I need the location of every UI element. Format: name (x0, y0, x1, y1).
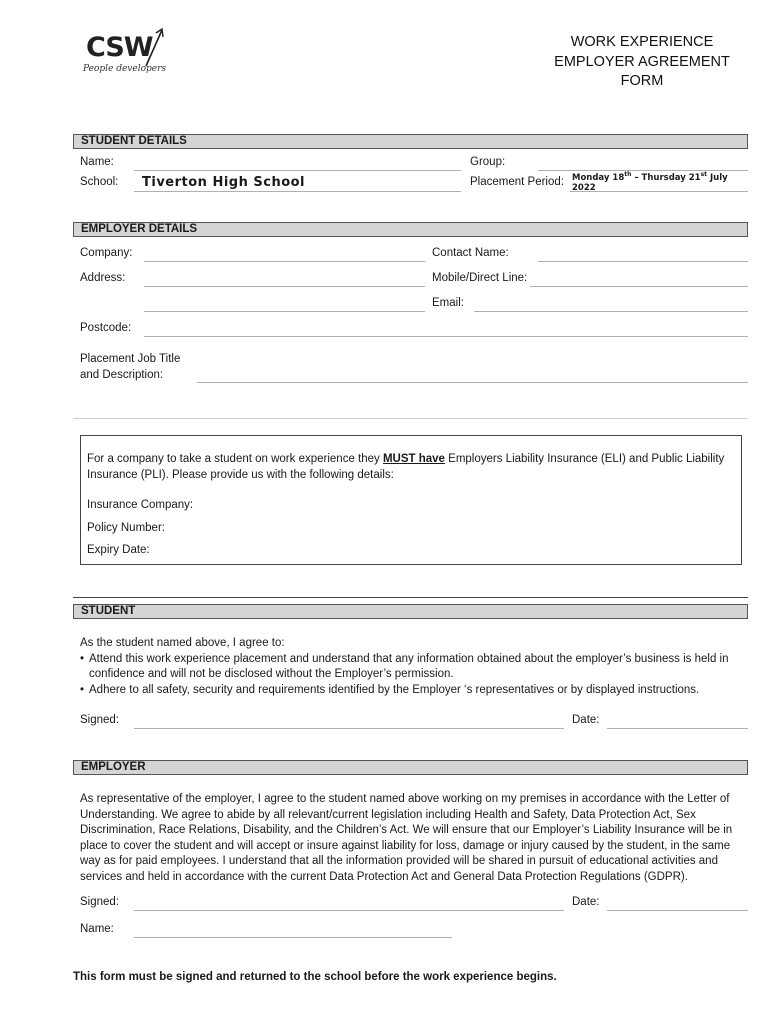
contact-name-field[interactable] (538, 261, 748, 262)
company-label: Company: (80, 247, 133, 259)
postcode-label: Postcode: (80, 322, 132, 334)
mobile-field[interactable] (530, 286, 748, 287)
placement-period-value[interactable] (572, 170, 747, 193)
bullet-icon: • (80, 653, 85, 665)
period-year: 2022 (572, 182, 596, 193)
postcode-field[interactable] (144, 336, 748, 337)
school-label: School: (80, 176, 119, 188)
insurance-intro-line-2: Insurance (PLI). Please provide us with the following details: (87, 468, 394, 481)
footer-note: This form must be signed and returned to the school before the work experience begins. (73, 971, 557, 983)
company-field[interactable] (144, 261, 425, 262)
employer-text-line: way as for paid employees. I understand that all the information provided will be shared in pursuit of educational activities and (80, 855, 718, 867)
mobile-label: Mobile/Direct Line: (432, 272, 528, 284)
title-line-1: WORK EXPERIENCE (570, 34, 714, 50)
insurance-company-label[interactable]: Insurance Company: (87, 499, 194, 511)
insurance-intro-text-after: Employers Liability Insurance (ELI) and Public Liability (444, 453, 725, 465)
student-intro: As the student named above, I agree to: (80, 637, 285, 649)
group-label: Group: (470, 156, 506, 168)
employer-heading: EMPLOYER (73, 760, 748, 775)
period-end-suffix: st (700, 171, 708, 178)
period-start-suffix: th (624, 171, 632, 178)
student-date-field[interactable] (607, 728, 748, 729)
employer-signed-label: Signed: (80, 896, 120, 908)
employer-text-line: Understanding. We agree to abide by all relevant/current legislation including Health and Safety, Data Protection Act, Sex (80, 808, 696, 821)
student-details-heading: STUDENT DETAILS (73, 134, 748, 149)
employer-agreement-text (80, 792, 748, 885)
student-heading: STUDENT (73, 604, 748, 619)
student-date-label: Date: (572, 714, 600, 726)
insurance-intro-text: For a company to take a student on work experience they (87, 453, 383, 465)
employer-name-label: Name: (80, 923, 114, 935)
email-field[interactable] (474, 311, 748, 312)
bullet-icon: • (80, 684, 85, 696)
divider (73, 418, 748, 419)
employer-text-line: place to cover the student and will accept or insure against liability for loss, damage or injury caused by the student, in the same (80, 839, 731, 852)
name-field[interactable] (134, 170, 461, 171)
student-bullet-1 (80, 652, 745, 682)
address-field-2[interactable] (144, 311, 425, 312)
insurance-emphasis: MUST have (382, 453, 445, 465)
employer-signature-field[interactable] (134, 910, 564, 911)
employer-date-field[interactable] (607, 910, 748, 911)
insurance-intro (87, 452, 737, 483)
student-bullet-2 (80, 683, 745, 698)
student-signature-field[interactable] (134, 728, 564, 729)
logo-brand: CSW (86, 32, 153, 63)
address-field-1[interactable] (144, 286, 425, 287)
policy-number-label[interactable]: Policy Number: (87, 522, 165, 534)
name-label: Name: (80, 156, 114, 168)
period-end-day: – Thursday 21 (631, 172, 701, 183)
job-title-label-1: Placement Job Title (80, 353, 181, 365)
employer-details-heading: EMPLOYER DETAILS (73, 222, 748, 237)
divider (73, 597, 748, 598)
student-signed-label: Signed: (80, 714, 120, 726)
bullet-1-line-1: Attend this work experience placement and understand that any information obtained about the employer’s business is held in (89, 653, 729, 665)
bullet-1-line-2: confidence and will not be disclosed without the Employer’s permission. (89, 668, 454, 680)
school-field[interactable] (134, 191, 461, 192)
form-title (542, 33, 742, 92)
bullet-2-text: Adhere to all safety, security and requirements identified by the Employer ‘s representatives or by displayed instructions. (89, 684, 700, 696)
insurance-box (80, 435, 742, 565)
employer-text-line: As representative of the employer, I agree to the student named above working on my premises in accordance with the Letter of (80, 793, 730, 805)
expiry-date-label[interactable]: Expiry Date: (87, 544, 150, 556)
period-month: July (707, 172, 728, 183)
period-start-day: Monday 18 (572, 172, 625, 183)
logo-tagline: People developers (83, 64, 167, 74)
employer-name-field[interactable] (134, 937, 452, 938)
employer-date-label: Date: (572, 896, 600, 908)
contact-name-label: Contact Name: (432, 247, 509, 259)
title-line-3: FORM (620, 73, 664, 89)
csw-logo (80, 24, 190, 94)
placement-period-field[interactable] (570, 191, 748, 192)
placement-period-label: Placement Period: (470, 176, 564, 188)
job-title-field[interactable] (197, 382, 748, 383)
school-value[interactable]: Tiverton High School (142, 175, 306, 190)
email-label: Email: (432, 297, 464, 309)
address-label: Address: (80, 272, 126, 284)
job-title-label-2: and Description: (80, 369, 164, 381)
title-line-2: EMPLOYER AGREEMENT (554, 53, 730, 70)
employer-text-line: services and held in accordance with the current Data Protection Act and General Data Protection Regulations (GDPR). (80, 870, 688, 883)
employer-text-line: Discrimination, Race Relations, Disability, and the Children’s Act. We will ensure that our Employer’s Liability Insurance will be in (80, 824, 733, 836)
